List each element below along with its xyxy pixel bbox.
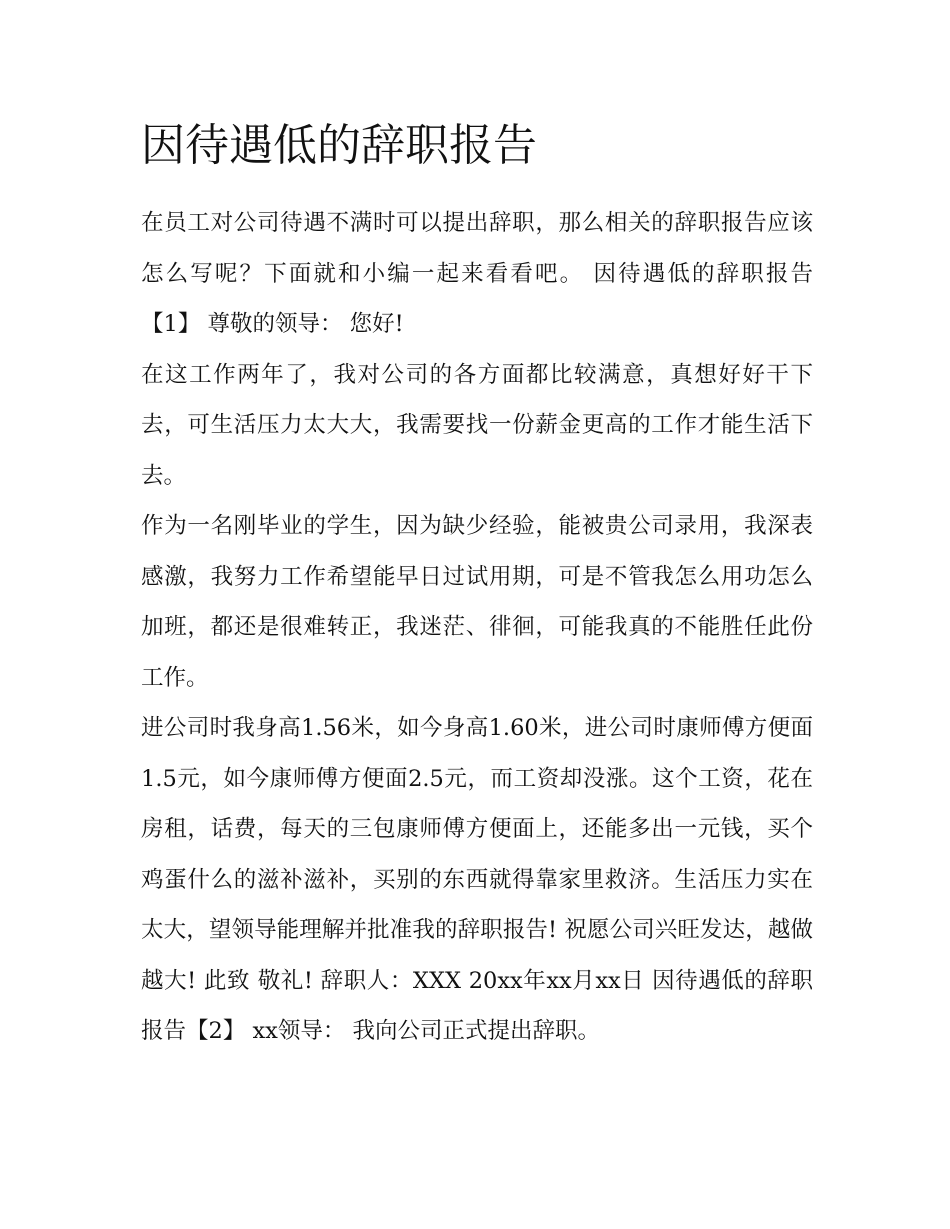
paragraph-salary: 进公司时我身高1.56米，如今身高1.60米，进公司时康师傅方便面1.5元，如今康师傅方便面2.5元，而工资却没涨。这个工资，花在房租，话费，每天的三包康师傅方便面上，还能多出一元钱，买个鸡蛋什么的滋补滋补，买别的东西就得靠家里救济。生活压力实在太大，望领导能理解并批准我的辞职报告! 祝愿公司兴旺发达，越做越大! 此致 敬礼! 辞职人：XXX 20xx年xx月xx日 因待遇低的辞职报告【2】 xx领导： 我向公司正式提出辞职。: [141, 715, 813, 1044]
paragraph-work-two-years: 在这工作两年了，我对公司的各方面都比较满意，真想好好干下去，可生活压力太大大，我需要找一份薪金更高的工作才能生活下去。: [141, 361, 813, 489]
paragraph-graduate: 作为一名刚毕业的学生，因为缺少经验，能被贵公司录用，我深表感激，我努力工作希望能早日过试用期，可是不管我怎么用功怎么加班，都还是很难转正，我迷茫、徘徊，可能我真的不能胜任此份工作。: [141, 513, 813, 691]
document-title: 因待遇低的辞职报告: [141, 120, 537, 171]
paragraph-intro: 在员工对公司待遇不满时可以提出辞职，那么相关的辞职报告应该怎么写呢？下面就和小编一起来看看吧。 因待遇低的辞职报告【1】 尊敬的领导： 您好!: [141, 210, 813, 337]
document-body: [141, 112, 813, 1057]
